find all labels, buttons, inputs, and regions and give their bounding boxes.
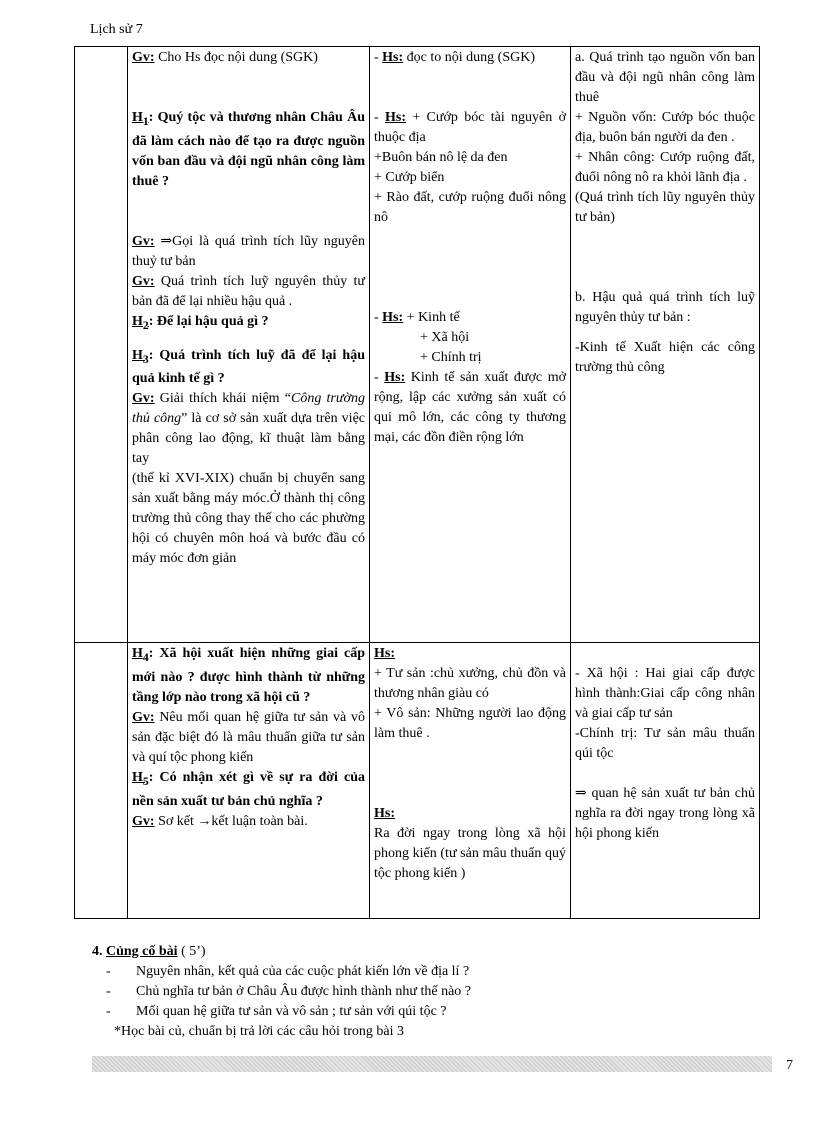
student-column-cell bbox=[370, 643, 571, 919]
question-h5: $H_5$: Có nhận xét gì về sự ra đời của nền sản xuất tư bản chủ nghĩa ? bbox=[132, 769, 365, 809]
content-note: a. Quá trình tạo nguồn vốn ban đầu và đội ngũ nhân công làm thuê bbox=[575, 50, 755, 105]
content-column-cell bbox=[571, 643, 760, 919]
empty-cell bbox=[75, 47, 128, 643]
list-item: - Mối quan hệ giữa tư sản và vô sản ; tư sản với qúi tộc ? bbox=[106, 1002, 471, 1022]
student-note-line: + Rào đất, cướp ruộng đuổi nông nô bbox=[374, 190, 566, 225]
student-note: - Hs: Kinh tế sản xuất được mở rộng, lập các xưởng sản xuất có qui mô lớn, các công ty thương mại, các đồn điền rộng lớn bbox=[374, 370, 566, 445]
review-section bbox=[92, 942, 471, 1042]
content-note: -Kinh tế Xuất hiện các công trường thủ công bbox=[575, 340, 755, 375]
student-note: - Hs: đọc to nội dung (SGK) bbox=[374, 50, 535, 65]
student-note-line: +Buôn bán nô lệ da đen bbox=[374, 150, 508, 165]
content-note: + Nhân công: Cướp ruộng đất, đuổi nông nô ra khỏi lãnh địa . bbox=[575, 150, 755, 185]
student-note: Ra đời ngay trong lòng xã hội phong kiến (tư sản mâu thuẩn quý tộc phong kiến ) bbox=[374, 826, 566, 881]
question-h4: $H_4$: Xã hội xuất hiện những giai cấp mới nào ? được hình thành từ những tầng lớp nào trong xã hội cũ ? bbox=[132, 646, 365, 705]
empty-cell bbox=[75, 643, 128, 919]
question-h1: $H_1$: Quý tộc và thương nhân Châu Âu đã làm cách nào để tạo ra được nguồn vốn ban đầu và đội ngũ nhân công làm thuê ? bbox=[132, 110, 365, 189]
teacher-column-cell bbox=[128, 47, 370, 643]
student-label: Hs: bbox=[374, 806, 395, 821]
page-header: Lịch sử 7 bbox=[90, 22, 143, 37]
footer-bar bbox=[92, 1056, 772, 1072]
teacher-note: Gv: ⇒Gọi là quá trình tích lũy nguyên thuỷ tư bản bbox=[132, 233, 365, 269]
section-title: 4. Củng cố bài ( 5’) bbox=[92, 944, 206, 959]
content-column-cell bbox=[571, 47, 760, 643]
student-note: - Hs: + Cướp bóc tài nguyên ở thuộc địa bbox=[374, 110, 566, 145]
teacher-column-cell bbox=[128, 643, 370, 919]
student-note-line: + Xã hội bbox=[420, 330, 470, 345]
teacher-note: Gv: Sơ kết →kết luận toàn bài. bbox=[132, 813, 308, 829]
page-number: 7 bbox=[786, 1058, 793, 1073]
teacher-note-cont: (thế kỉ XVI-XIX) chuẩn bị chuyển sang sản xuất bằng máy móc.Ở thành thị công trường thủ công thay thế cho các phường hội có chuyên môn hoá và bước đầu có máy móc đơn giản bbox=[132, 471, 365, 567]
question-h2: $H_2$: Để lại hậu quả gì ? bbox=[132, 313, 269, 332]
table-row bbox=[75, 47, 760, 643]
content-note: - Xã hội : Hai giai cấp được hình thành:Giai cấp công nhân và giai cấp tư sản bbox=[575, 666, 755, 721]
content-note: -Chính trị: Tư sản mâu thuẩn qúi tộc bbox=[575, 726, 755, 761]
teacher-note: Gv: Giải thích khái niệm “Công trường thủ công” là cơ sở sản xuất dựa trên việc phân công lao động, kĩ thuật làm bằng tay bbox=[132, 391, 365, 467]
student-note: + Tư sản :chủ xưởng, chủ đồn và thương nhân giàu có bbox=[374, 666, 566, 701]
student-column-cell bbox=[370, 47, 571, 643]
teacher-note: Gv: Quá trình tích luỹ nguyên thủy tư bản đã để lại nhiều hậu quả . bbox=[132, 273, 365, 309]
content-note: (Quá trình tích lũy nguyên thủy tư bản) bbox=[575, 190, 755, 225]
teacher-note: Gv: Cho Hs đọc nội dung (SGK) bbox=[132, 50, 318, 65]
lesson-table bbox=[74, 46, 760, 919]
student-note-line: + Chính trị bbox=[420, 350, 482, 365]
student-note-line: + Cướp biển bbox=[374, 170, 445, 185]
list-item: - Chủ nghĩa tư bản ở Châu Âu được hình thành như thế nào ? bbox=[106, 982, 471, 1002]
content-note: ⇒ quan hệ sản xuất tư bản chủ nghĩa ra đời ngay trong lòng xã hội phong kiến bbox=[575, 786, 755, 841]
list-item: - Nguyên nhân, kết quả của các cuộc phát kiến lớn về địa lí ? bbox=[106, 962, 471, 982]
content-note: b. Hậu quả quá trình tích luỹ nguyên thủy tư bản : bbox=[575, 290, 755, 325]
student-label: Hs: bbox=[374, 646, 395, 661]
student-note: - Hs: + Kinh tế bbox=[374, 310, 460, 325]
table-row bbox=[75, 643, 760, 919]
content-note: + Nguồn vốn: Cướp bóc thuộc địa, buôn bán người da đen . bbox=[575, 110, 755, 145]
student-note: + Vô sản: Những người lao động làm thuê . bbox=[374, 706, 566, 741]
homework-note: *Học bài củ, chuẩn bị trả lời các câu hỏi trong bài 3 bbox=[114, 1024, 405, 1039]
review-list bbox=[92, 962, 471, 1022]
teacher-note: Gv: Nêu mối quan hệ giữa tư sản và vô sản đặc biệt đó là mâu thuẩn giữa tư sản và quí tộc phong kiến bbox=[132, 709, 365, 765]
question-h3: $H_3$: Quá trình tích luỹ đã để lại hậu quả kinh tế gì ? bbox=[132, 347, 365, 387]
